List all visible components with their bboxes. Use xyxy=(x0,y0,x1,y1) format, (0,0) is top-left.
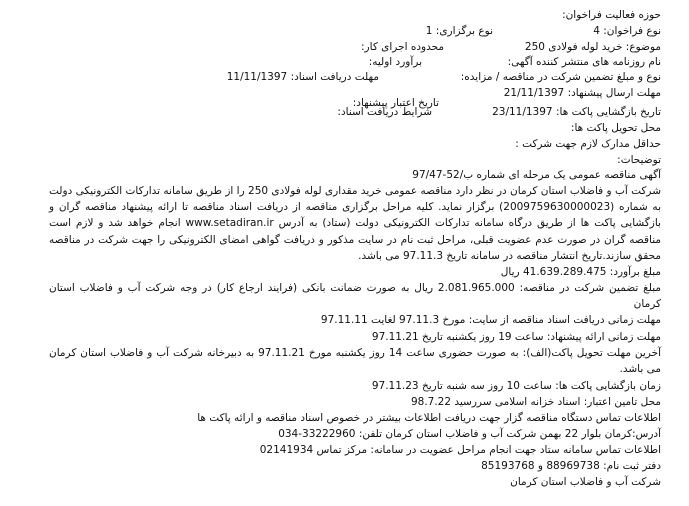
address-line: آدرس:کرمان بلوار 22 بهمن شرکت آب و فاضلاب استان کرمان تلفن: 33222960-034 xyxy=(278,428,661,440)
doc-receipt-deadline-label: مهلت دریافت اسناد: xyxy=(290,71,379,83)
opening-time-line: زمان بازگشایی پاکت ها: ساعت 10 روز سه شنبه تاریخ 97.11.23 xyxy=(371,380,661,392)
envelope-a-line: آخرین مهلت تحویل پاکت(الف): به صورت حضوری ساعت 14 روز یکشنبه مورخ 97.11.21 به دبیرخانه شرکت آب و فاضلاب استان کرمان می باشد. xyxy=(49,347,662,376)
guarantee-type-label: نوع و مبلغ تضمین شرکت در مناقصه / مزایده: xyxy=(460,71,661,83)
description-label: توضیحات: xyxy=(617,154,661,166)
opening-date-label: تاریخ بازگشایی پاکت ها: xyxy=(555,106,661,118)
guarantee-line: مبلغ تضمین شرکت در مناقصه: 2.081.965.000 ریال به صورت ضمانت بانکی (فرایند ارجاع کار) در وجه شرکت آب و فاضلاب استان کرمان xyxy=(49,282,661,311)
holding-type-label: نوع برگزاری: 1 xyxy=(425,25,493,37)
proposal-validity-label: تاریخ اعتبار پیشنهاد: xyxy=(352,97,439,109)
doc-period-line: مهلت زمانی دریافت اسناد مناقصه از سایت: مورخ 97.11.3 لغایت 97.11.11 xyxy=(320,314,661,326)
call-type-label: نوع فراخوان: 4 xyxy=(593,25,661,37)
funding-line: محل تامین اعتبار: اسناد خزانه اسلامی سررسید 98.7.22 xyxy=(410,396,661,408)
proposal-period-line: مهلت زمانی ارائه پیشنهاد: ساعت 19 روز یکشنبه تاریخ 97.11.21 xyxy=(371,331,661,343)
delivery-place-label: محل تحویل پاکت ها: xyxy=(570,122,661,134)
doc-receipt-deadline xyxy=(227,70,379,84)
opening-date-value: 23/11/1397 xyxy=(492,106,553,118)
footer-company: شرکت آب و فاضلاب استان کرمان xyxy=(510,476,661,488)
ad-title: آگهی مناقصه عمومی یک مرحله ای شماره ب/52-97/47 xyxy=(412,169,661,181)
doc-receipt-deadline-value: 11/11/1397 xyxy=(226,71,288,83)
proposal-deadline xyxy=(504,86,661,100)
estimate-line: مبلغ برآورد: 41.639.289.475 ریال xyxy=(500,266,661,278)
execution-area-label: محدوده اجرای کار: xyxy=(361,41,444,53)
activity-scope-label: حوزه فعالیت فراخوان: xyxy=(562,9,661,21)
contact-info-line: اطلاعات تماس دستگاه مناقصه گزار جهت دریافت اطلاعات بیشتر در خصوص اسناد مناقصه و ارائه پاکت ها xyxy=(197,412,661,424)
initial-estimate-label: برآورد اولیه: xyxy=(368,56,422,68)
min-documents-label: حداقل مدارک لازم جهت شرکت : xyxy=(515,138,661,150)
system-contact-line: اطلاعات تماس سامانه ستاد جهت انجام مراحل عضویت در سامانه: مرکز تماس 02141934 xyxy=(259,444,661,456)
registry-line: دفتر ثبت نام: 88969738 و 85193768 xyxy=(481,460,661,472)
newspaper-label: نام روزنامه های منتشر کننده آگهی: xyxy=(507,56,661,68)
doc-conditions-label: شرایط دریافت اسناد: xyxy=(337,106,432,118)
subject-label: موضوع: خرید لوله فولادی 250 xyxy=(524,41,661,53)
tender-paragraph: شرکت آب و فاضلاب استان کرمان در نظر دارد مناقصه عمومی خرید مقداری لوله فولادی 250 را از طریق سامانه تدارکات الکترونیکی دولت به شماره (2009759630000023) برگزار نماید. کلیه مراحل برگزاری مناقصه از دریافت اسناد مناقصه تا ارائه پیشنهاد مناقصه گران و بازگشایی پاکت ها از طریق درگاه سامانه تدارکات الکترونیکی دولت (ستاد) به آدرس www.setadiran.ir انجام خواهد شد و لازم است مناقصه گران در صورت عدم عضویت قبلی، مراحل ثبت نام در سایت مذکور و دریافت گواهی امضای الکترونیکی را جهت شرکت در مناقصه محقق سازند.تاریخ انتشار مناقصه در سامانه تاریخ 97.11.3 می باشد. xyxy=(49,185,661,262)
opening-date xyxy=(492,105,661,119)
proposal-deadline-value: 21/11/1397 xyxy=(503,87,565,99)
proposal-deadline-label: مهلت ارسال پیشنهاد: xyxy=(567,87,661,99)
